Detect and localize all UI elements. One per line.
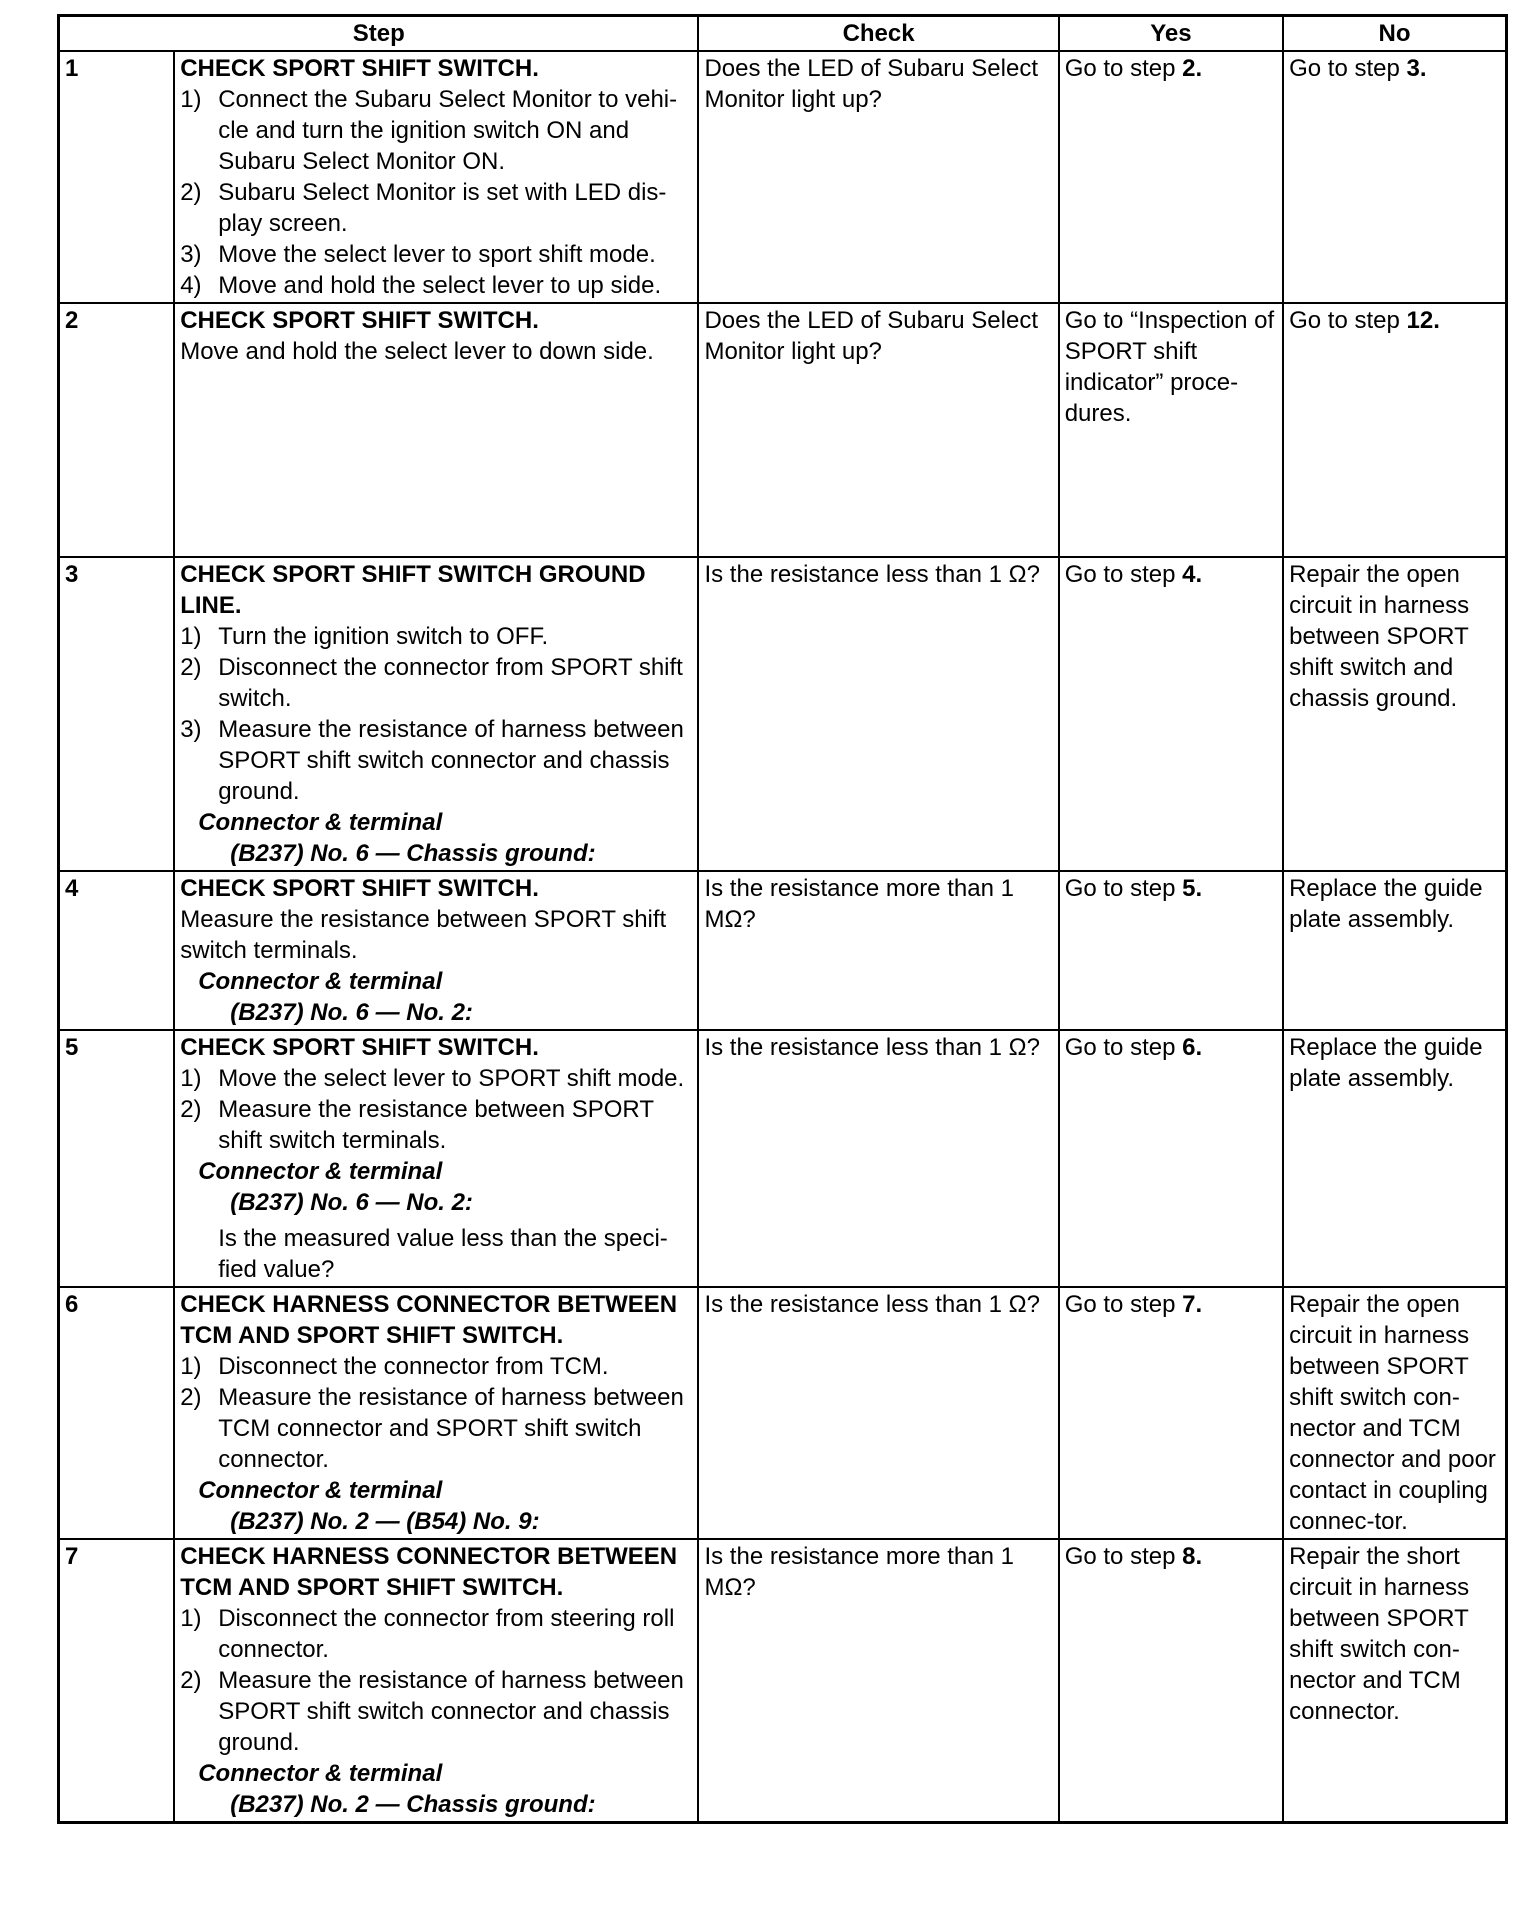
- check-cell: Is the resistance less than 1 Ω?: [698, 1030, 1058, 1287]
- step-text: Move and hold the select lever to down side.: [180, 338, 654, 365]
- no-cell: Go to step 3.: [1283, 51, 1506, 303]
- connector-value: (B237) No. 6 — No. 2:: [230, 999, 473, 1026]
- step-cell: [174, 1030, 698, 1287]
- step-cell: [174, 1539, 698, 1823]
- table-row: [59, 1539, 1507, 1823]
- table-row: [59, 1030, 1507, 1287]
- yes-cell: Go to step 4.: [1059, 557, 1283, 871]
- table-row: [59, 303, 1507, 557]
- check-cell: Is the resistance less than 1 Ω?: [698, 1287, 1058, 1539]
- step-number: 1: [59, 51, 175, 303]
- table-row: [59, 557, 1507, 871]
- table-row: [59, 1287, 1507, 1539]
- check-cell: Is the resistance more than 1 MΩ?: [698, 1539, 1058, 1823]
- table-row: [59, 51, 1507, 303]
- list-item: 3) Measure the resistance of harness between SPORT shift switch connector and chassis ground.: [180, 716, 684, 805]
- yes-cell: Go to step 5.: [1059, 871, 1283, 1030]
- step-title: CHECK HARNESS CONNECTOR BETWEEN TCM AND SPORT SHIFT SWITCH.: [180, 1291, 678, 1349]
- yes-cell: Go to step 6.: [1059, 1030, 1283, 1287]
- step-title: CHECK SPORT SHIFT SWITCH.: [180, 875, 539, 902]
- list-item: 1) Disconnect the connector from steering roll connector.: [180, 1605, 675, 1663]
- list-item: 2) Measure the resistance of harness between SPORT shift switch connector and chassis ground.: [180, 1667, 684, 1756]
- check-cell: Is the resistance less than 1 Ω?: [698, 557, 1058, 871]
- check-cell: Does the LED of Subaru Select Monitor light up?: [698, 303, 1058, 557]
- step-cell: [174, 1287, 698, 1539]
- step-cell: [174, 557, 698, 871]
- no-cell: Replace the guide plate assembly.: [1283, 1030, 1506, 1287]
- no-cell: Repair the open circuit in harness between SPORT shift switch and chassis ground.: [1283, 557, 1506, 871]
- step-list: [180, 1063, 693, 1156]
- yes-cell: Go to step 8.: [1059, 1539, 1283, 1823]
- yes-cell: Go to step 7.: [1059, 1287, 1283, 1539]
- step-title: CHECK SPORT SHIFT SWITCH.: [180, 1034, 539, 1061]
- header-check: Check: [698, 16, 1058, 52]
- connector-label: Connector & terminal: [198, 968, 443, 995]
- step-title: CHECK SPORT SHIFT SWITCH.: [180, 55, 539, 82]
- header-yes: Yes: [1059, 16, 1283, 52]
- connector-label: Connector & terminal: [198, 809, 443, 836]
- yes-cell: Go to “Inspection of SPORT shift indicator” proce-dures.: [1059, 303, 1283, 557]
- header-step: Step: [59, 16, 699, 52]
- connector-value: (B237) No. 6 — Chassis ground:: [230, 840, 596, 867]
- no-cell: Repair the open circuit in harness between SPORT shift switch con-nector and TCM connector and poor contact in coupling connec-tor.: [1283, 1287, 1506, 1539]
- diagnostic-table: [57, 14, 1508, 1824]
- list-item: 2) Disconnect the connector from SPORT shift switch.: [180, 654, 683, 712]
- list-item: 2) Subaru Select Monitor is set with LED dis-play screen.: [180, 179, 667, 237]
- yes-cell: Go to step 2.: [1059, 51, 1283, 303]
- connector-label: Connector & terminal: [198, 1477, 443, 1504]
- step-number: 4: [59, 871, 175, 1030]
- connector-value: (B237) No. 2 — Chassis ground:: [230, 1791, 596, 1818]
- connector-value: (B237) No. 6 — No. 2:: [230, 1189, 473, 1216]
- step-list: [180, 84, 693, 301]
- step-title: CHECK SPORT SHIFT SWITCH GROUND LINE.: [180, 561, 646, 619]
- step-title: CHECK SPORT SHIFT SWITCH.: [180, 307, 539, 334]
- check-cell: Is the resistance more than 1 MΩ?: [698, 871, 1058, 1030]
- step-number: 5: [59, 1030, 175, 1287]
- no-cell: Replace the guide plate assembly.: [1283, 871, 1506, 1030]
- step-note: Is the measured value less than the speci-fied value?: [218, 1225, 668, 1283]
- connector-label: Connector & terminal: [198, 1760, 443, 1787]
- header-row: [59, 16, 1507, 52]
- step-list: [180, 1351, 693, 1475]
- connector-label: Connector & terminal: [198, 1158, 443, 1185]
- connector-value: (B237) No. 2 — (B54) No. 9:: [230, 1508, 540, 1535]
- step-number: 2: [59, 303, 175, 557]
- list-item: 4) Move and hold the select lever to up side.: [180, 272, 662, 299]
- step-number: 7: [59, 1539, 175, 1823]
- step-cell: [174, 303, 698, 557]
- header-no: No: [1283, 16, 1506, 52]
- list-item: 1) Move the select lever to SPORT shift mode.: [180, 1065, 685, 1092]
- step-number: 6: [59, 1287, 175, 1539]
- check-cell: Does the LED of Subaru Select Monitor light up?: [698, 51, 1058, 303]
- list-item: 1) Connect the Subaru Select Monitor to vehi-cle and turn the ignition switch ON and Subaru Select Monitor ON.: [180, 86, 678, 175]
- step-number: 3: [59, 557, 175, 871]
- list-item: 1) Turn the ignition switch to OFF.: [180, 623, 549, 650]
- no-cell: Go to step 12.: [1283, 303, 1506, 557]
- no-cell: Repair the short circuit in harness between SPORT shift switch con-nector and TCM connector.: [1283, 1539, 1506, 1823]
- table-row: [59, 871, 1507, 1030]
- list-item: 2) Measure the resistance between SPORT shift switch terminals.: [180, 1096, 654, 1154]
- step-text: Measure the resistance between SPORT shift switch terminals.: [180, 906, 667, 964]
- step-list: [180, 1603, 693, 1758]
- step-cell: [174, 51, 698, 303]
- step-cell: [174, 871, 698, 1030]
- step-title: CHECK HARNESS CONNECTOR BETWEEN TCM AND SPORT SHIFT SWITCH.: [180, 1543, 678, 1601]
- list-item: 2) Measure the resistance of harness between TCM connector and SPORT shift switch connector.: [180, 1384, 684, 1473]
- step-list: [180, 621, 693, 807]
- list-item: 3) Move the select lever to sport shift mode.: [180, 241, 656, 268]
- list-item: 1) Disconnect the connector from TCM.: [180, 1353, 609, 1380]
